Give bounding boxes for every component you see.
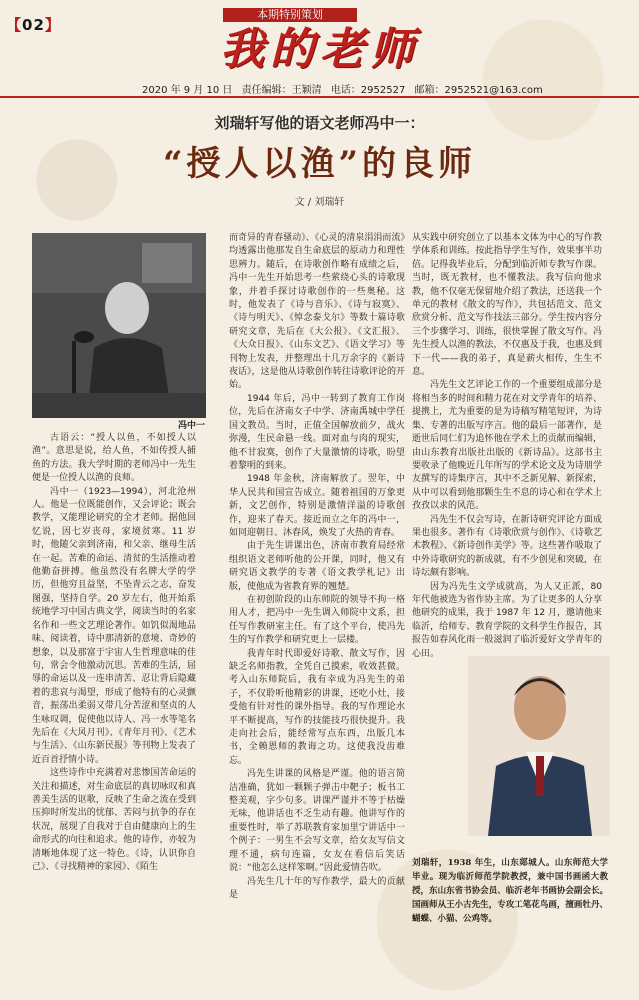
article-byline: 文 / 刘瑞轩 [294,197,345,208]
article-headline: “授人以渔”的良师 [162,144,477,184]
paragraph: 冯先生讲课的风格是严谨。他的语言简洁准确，犹如一颗颗子弹击中靶子；板书工整美观，字少句多。讲课严谨并不等于枯燥无味，他讲话也不乏生动有趣。他讲写作的重要性时，举了苏联教育家加里宁讲话中一个例子：一男生不会写文章，给女友写信文理不通，病句连篇，女友在看信后笑话说：“他怎么这样笨啊。”因此爱情告吹。 [229,769,405,874]
feature-banner: 本期特别策划 [223,8,357,22]
issue-email: 邮箱：2952521@163.com [414,85,543,96]
paragraph-continued: 从实践中研究创立了以基本文体为中心的写作教学体系和训练。按此指导学生写作，效果事半功倍。记得我毕业后，分配到临沂师专教写作课。当时，既无教材，也不懂教法。我写信向他求教，他不仅毫无保留地介绍了教法，还送我一个单元的教材《散文的写作》，共包括范文、范文欣赏分析、范文写作技法三部分。学生按内容分三个步骤学习、训练，很快掌握了散文写作。冯先生授人以渔的教法，不仅惠及于我，也惠及到下一代——我的弟子，真是薪火相传，生生不息。 [412,233,602,378]
article-column-2 [229,232,405,900]
paragraph: 在初创阶段的山东师院的领导不拘一格用人才，把冯中一先生调入师院中文系，担任写作教研室主任。有了这个平台，使冯先生的写作教学和研究更上一层楼。 [229,594,405,646]
issue-date: 2020 年 9 月 10 日 [142,85,233,96]
issue-editor: 责任编辑：王颖清 [241,85,322,96]
paragraph: 古语云：“授人以鱼，不如授人以渔”。意思是说，给人鱼，不如传授人捕鱼的方法。我大学时期的老师冯中一先生便是一位授人以渔的良师。 [32,433,196,484]
page-number: 【02】 [6,16,61,34]
photo-caption: 冯中一 [178,421,206,431]
portrait-photo-feng-zhongyi [32,233,206,418]
paragraph: 我青年时代即爱好诗歌、散文写作，因缺乏名师指教，全凭自己摸索，收效甚微。考入山东师院后，我有幸成为冯先生的弟子，不仅聆听他精彩的讲课，还吃小灶，接受他有针对性的课外指导。我的写作理论水平不断提高，写作的技能技巧很快提升。我走向社会后，能经常写点东西，出版几本书，全赖恩师的教诲之功。这使我没齿难忘。 [229,648,405,766]
author-photo-liu-ruixuan [468,656,610,836]
article-column-1 [32,432,196,952]
article-kicker: 刘瑞轩写他的语文老师冯中一： [214,114,425,132]
paragraph: 冯中一（1923—1994），河北沧州人。他是一位既能创作，又会评论；既会教学，又能理论研究的全才老师。据他回忆说，因七岁丧母，家境贫寒。11 岁时，他随父亲到济南，和父亲、继母生活在一起。苦难的命运、清贫的生活推动着他勤奋拼搏。他虽然没有名牌大学的学历，但他穷且益坚，不坠青云之志，奋发图强，坚持自学。20 岁左右，他开始系统地学习中国古典文学，阅读当时的名家名作和一些文艺理论著作。如饥似渴地品味、阅读着，诗中那清新的意境、奇妙的想象，以及那富于宇宙人生哲理意味的佳句，常会令他激动沉思。苦难的生活，屈辱的命运以及一连串清苦、忍让背后隐藏着的悲哀与渴望，形成了他特有的心灵颤音，振荡出柔弱又带几分苦涩和坚贞的人生咏叹调，促使他以诗人、冯一水等笔名先后在《大风月刊》、《青年月刊》、《艺术与生活》、《山东新民报》等刊物上发表了近百首抒情小诗。 [32,486,196,765]
issue-phone: 电话：2952527 [330,85,406,96]
article-column-3 [412,232,602,659]
issue-info [142,81,542,96]
paragraph: 冯先生文艺评论工作的一个重要组成部分是将相当多的时间和精力花在对文学青年的培养、提携上，尤为重要的是为诗稿写精笔短评，为诗集、专著的出版写序言。他的最后一部著作，是逝世后同仁们为追怀他在学术上的贡献而编辑，由山东教育出版社出版的《新诗品》。这部书主要收录了他晚近几年所写的学术论文及为诗朋学友撰写的诗集序言，其中不乏新见解、新探索，从中可以看到他那颗生生不息的诗心和在学术上孜孜以求的风范。 [412,380,602,512]
paragraph: 1944 年后，冯中一转到了教育工作岗位，先后在济南女子中学、济南禹城中学任国文教员。当时，正值全国解放前夕，战火弥漫，生民命悬一线。面对血与肉的现实，他不甘寂寞，创作了大量激情的诗歌，盼望着黎明的到来。 [229,393,405,471]
paragraph: 因为冯先生文学成就高，为人又正派，80 年代他被选为省作协主席。为了让更多的人分享他研究的成果，我于 1987 年 12 月，邀请他来临沂，给师专、教育学院的文科学生作报告，其报告如春风化雨一般滋润了临沂爱好文学青年的心田。 [412,581,602,659]
section-masthead: 我的老师 [220,24,420,75]
paragraph: 由于先生讲课出色，济南市教育局经常组织语文老师听他的公开课，同时，他又有研究语文教学的专著《语文教学札记》出版，使他成为省教育界的翘楚。 [229,541,405,592]
author-bio: 刘瑞轩，1938 年生，山东郯城人。山东师范大学毕业。现为临沂师范学院教授，兼中国书画函大教授，东山东省书协会员、临沂老年书画协会副会长。国画师从王小古先生，专攻工笔花鸟画，擅画牡丹、蝴蝶、小猫、公鸡等。 [412,858,608,924]
paragraph: 冯先生不仅会写诗，在新诗研究评论方面成果也很多。著作有《诗歌欣赏与创作》、《诗歌艺术教程》、《新诗创作美学》等。这些著作吸取了中外诗歌研究的新成就，有不少创见和突破，在诗坛颇有影响。 [412,514,602,579]
paragraph: 这些诗作中充满着对悲惨国苦命运的关注和描述，对生命底层的真切咏叹和真善美生活的讴歌，反映了生命之流在受到压抑时所发出的忧郁、苦闷与抗争的存在状况，展现了自我对于自由健康向上的生命形式的向往和追求。他的诗作，亦较为清晰地体现了这一特色。《诗，认识你自己》、《寻找精神的家园》、《陌生 [32,768,196,872]
header-divider [0,96,639,98]
paragraph: 1948 年金秋，济南解放了。翌年，中华人民共和国宣告成立。随着祖国的万象更新，文艺创作，特别是激情洋溢的诗歌创作，迎来了春天。接近而立之年的冯中一，如同迎朝日、沐春风，焕发了火热的青春。 [229,474,405,538]
paragraph: 冯先生几十年的写作教学，最大的贡献是 [229,876,405,900]
paragraph-continued: 而奇异的青春骚动》、《心灵的清泉涓涓而流》均透露出他那发自生命底层的原动力和理性思辨力。随后，在诗歌创作略有成绩之后，冯中一先生开始思考一些萦绕心头的诗歌现象，并着手探讨诗歌创作的一些奥秘。这时，他发表了《诗与音乐》、《诗与寂寞》、《诗与明天》、《悼念泰戈尔》等数十篇诗歌研究文章，先后在《大公报》、《文汇报》、《大众日报》、《山东文艺》、《语文学习》等刊物上发表，并整理出十几万余字的《新诗夜话》，这是他从诗歌创作转往诗歌评论的开始。 [229,233,405,391]
